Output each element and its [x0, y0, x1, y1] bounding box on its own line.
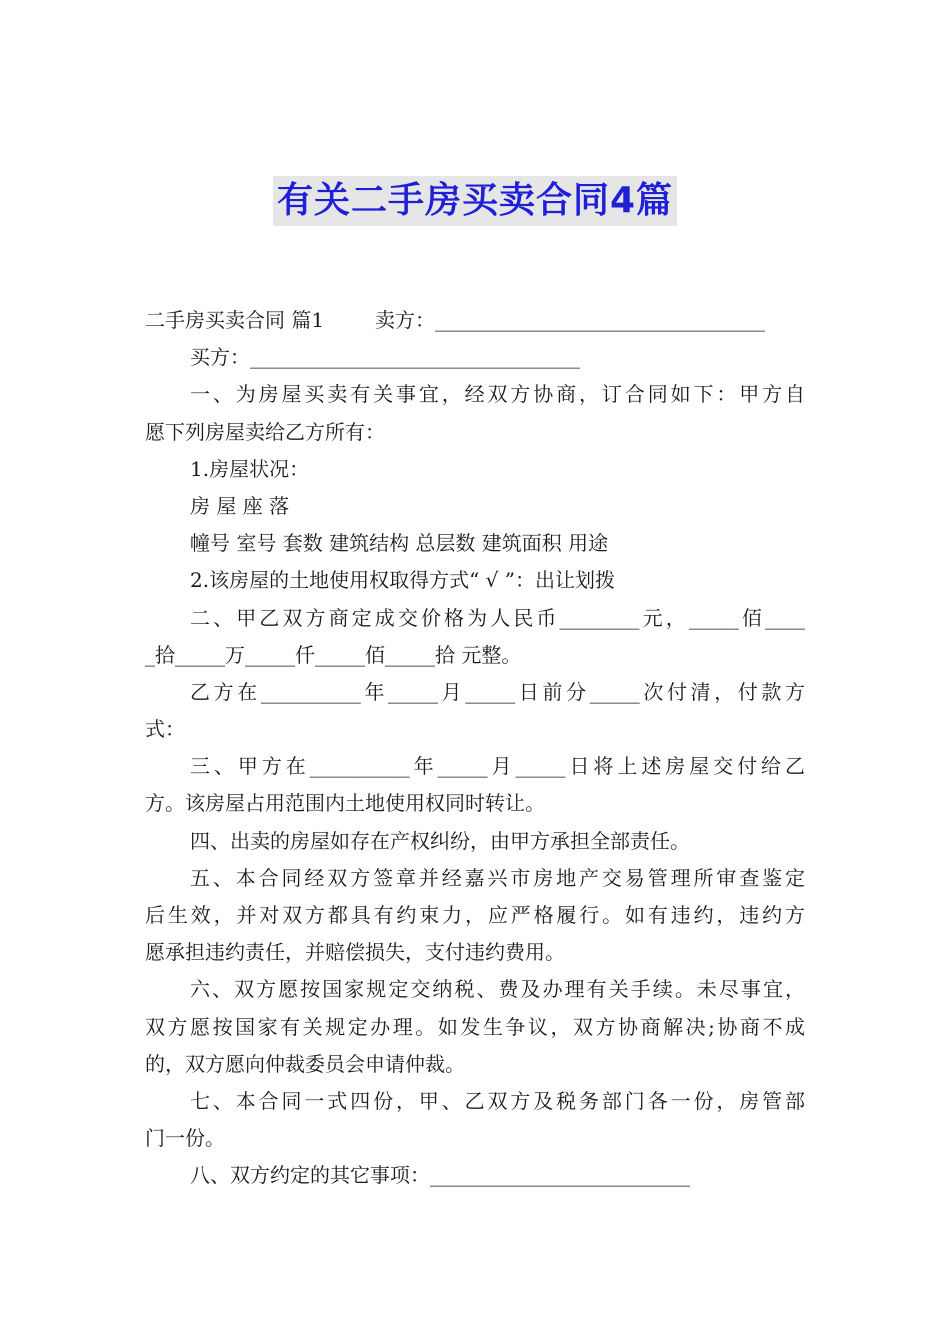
house-location-label: 房 屋 座 落 — [190, 493, 290, 518]
contract-clause-5-cont-2: 愿承担违约责任，并赔偿损失，支付违约费用。 — [145, 940, 565, 965]
contract-clause-7-cont: 门一份。 — [145, 1126, 225, 1151]
contract-body — [145, 302, 805, 1195]
contract-clause-3: 三、甲方在__________年_____月_____日将上述房屋交付给乙 — [190, 754, 805, 779]
contract-clause-2: 二、甲乙双方商定成交价格为人民币________元，_____佰____ — [190, 605, 805, 630]
contract-clause-6: 六、双方愿按国家规定交纳税、费及办理有关手续。未尽事宜， — [190, 977, 805, 1002]
payment-terms: 乙方在__________年_____月_____日前分_____次付清，付款方 — [190, 679, 805, 704]
land-use-method: 2.该房屋的土地使用权取得方式“ √ ”：出让划拨 — [190, 568, 615, 593]
contract-clause-4: 四、出卖的房屋如存在产权纠纷，由甲方承担全部责任。 — [190, 828, 690, 853]
contract-clause-7: 七、本合同一式四份，甲、乙双方及税务部门各一份，房管部 — [190, 1088, 805, 1113]
house-attributes-row: 幢号 室号 套数 建筑结构 总层数 建筑面积 用途 — [190, 531, 609, 556]
contract-clause-6-cont-1: 双方愿按国家有关规定办理。如发生争议，双方协商解决;协商不成 — [145, 1014, 805, 1039]
contract-clause-1-cont: 愿下列房屋卖给乙方所有： — [145, 419, 385, 444]
contract-clause-5: 五、本合同经双方签章并经嘉兴市房地产交易管理所审查鉴定 — [190, 865, 805, 890]
document-title-wrapper — [0, 176, 950, 226]
contract-clause-8: 八、双方约定的其它事项：__________________________ — [190, 1163, 690, 1188]
contract-clause-2-cont: _拾_____万_____仟_____佰_____拾 元整。 — [145, 642, 522, 667]
contract-clause-3-cont: 方。该房屋占用范围内土地使用权同时转让。 — [145, 791, 545, 816]
contract-clause-1: 一、为房屋买卖有关事宜，经双方协商，订合同如下：甲方自 — [190, 382, 805, 407]
payment-terms-cont: 式： — [145, 717, 185, 742]
contract-clause-5-cont-1: 后生效，并对双方都具有约束力，应严格履行。如有违约，违约方 — [145, 903, 805, 927]
house-status-heading: 1.房屋状况： — [190, 456, 310, 481]
contract-line-buyer: 买方：_________________________________ — [190, 345, 580, 370]
document-title: 有关二手房买卖合同4篇 — [273, 176, 677, 226]
contract-line-seller: 二手房买卖合同 篇1 卖方：_________________________________ — [145, 308, 765, 332]
contract-clause-6-cont-2: 的，双方愿向仲裁委员会申请仲裁。 — [145, 1051, 465, 1076]
